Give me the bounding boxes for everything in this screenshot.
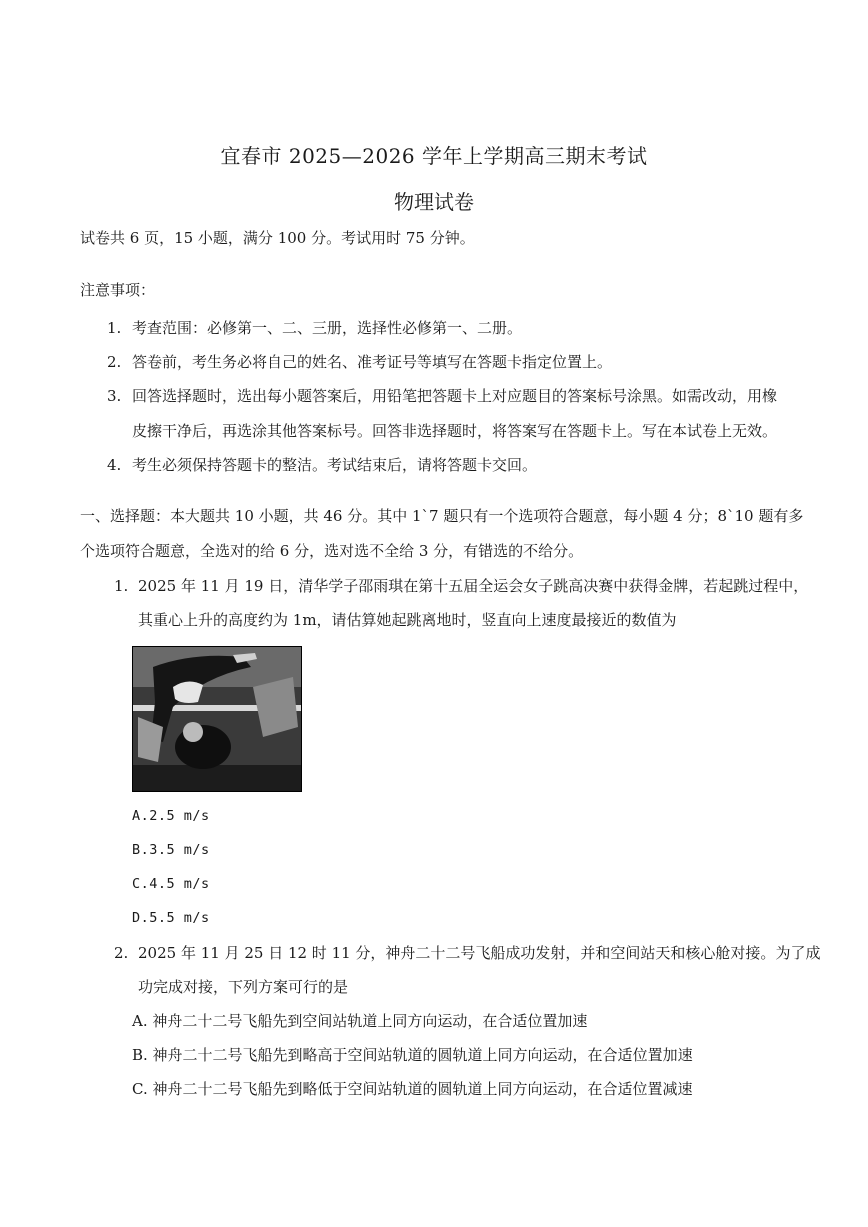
exam-intro: 试卷共 6 页，15 小题，满分 100 分。考试用时 75 分钟。: [80, 229, 475, 247]
option-b: B.3.5 m/s: [132, 842, 210, 858]
note-text: 考查范围：必修第一、二、三册，选择性必修第一、二册。: [132, 319, 523, 337]
section-instructions: 一、选择题：本大题共 10 小题，共 46 分。其中 1`7 题只有一个选项符合题意，每小题 4 分；8`10 题有多: [80, 507, 804, 525]
question-2: [114, 943, 820, 963]
note-text: 考生必须保持答题卡的整洁。考试结束后，请将答题卡交回。: [132, 456, 538, 474]
high-jump-photo: [132, 646, 302, 792]
notes-heading: 注意事项：: [80, 281, 156, 299]
exam-title: 宜春市 2025—2026 学年上学期高三期末考试: [220, 144, 648, 168]
question-number: 1.: [114, 577, 129, 595]
note-number: 4.: [107, 456, 122, 474]
question-text-continued: 其重心上升的高度约为 1m，请估算她起跳离地时，竖直向上速度最接近的数值为: [138, 611, 677, 629]
option-a: A. 神舟二十二号飞船先到空间站轨道上同方向运动，在合适位置加速: [132, 1012, 588, 1030]
option-a: A.2.5 m/s: [132, 808, 210, 824]
question-1: [114, 576, 808, 596]
question-text: 2025 年 11 月 19 日，清华学子邵雨琪在第十五届全运会女子跳高决赛中获得金牌，若起跳过程中，: [138, 577, 809, 595]
option-d: D.5.5 m/s: [132, 910, 210, 926]
note-item: [107, 352, 612, 372]
note-text-continued: 皮擦干净后，再选涂其他答案标号。回答非选择题时，将答案写在答题卡上。写在本试卷上无效。: [132, 422, 778, 440]
note-item: [107, 318, 522, 338]
note-number: 3.: [107, 387, 122, 405]
section-instructions-continued: 个选项符合题意，全选对的给 6 分，选对选不全给 3 分，有错选的不给分。: [80, 542, 584, 560]
note-item: [107, 455, 537, 475]
option-b: B. 神舟二十二号飞船先到略高于空间站轨道的圆轨道上同方向运动，在合适位置加速: [132, 1046, 693, 1064]
subject-title: 物理试卷: [394, 190, 474, 214]
note-number: 1.: [107, 319, 122, 337]
note-item: [107, 386, 777, 406]
question-text: 2025 年 11 月 25 日 12 时 11 分，神舟二十二号飞船成功发射，并和空间站天和核心舱对接。为了成: [138, 944, 821, 962]
note-number: 2.: [107, 353, 122, 371]
question-number: 2.: [114, 944, 129, 962]
question-text-continued: 功完成对接，下列方案可行的是: [138, 978, 349, 996]
note-text: 答卷前，考生务必将自己的姓名、准考证号等填写在答题卡指定位置上。: [132, 353, 613, 371]
option-c: C.4.5 m/s: [132, 876, 210, 892]
option-c: C. 神舟二十二号飞船先到略低于空间站轨道的圆轨道上同方向运动，在合适位置减速: [132, 1080, 693, 1098]
note-text: 回答选择题时，选出每小题答案后，用铅笔把答题卡上对应题目的答案标号涂黑。如需改动，用橡: [132, 387, 778, 405]
high-jump-illustration: [133, 647, 301, 791]
